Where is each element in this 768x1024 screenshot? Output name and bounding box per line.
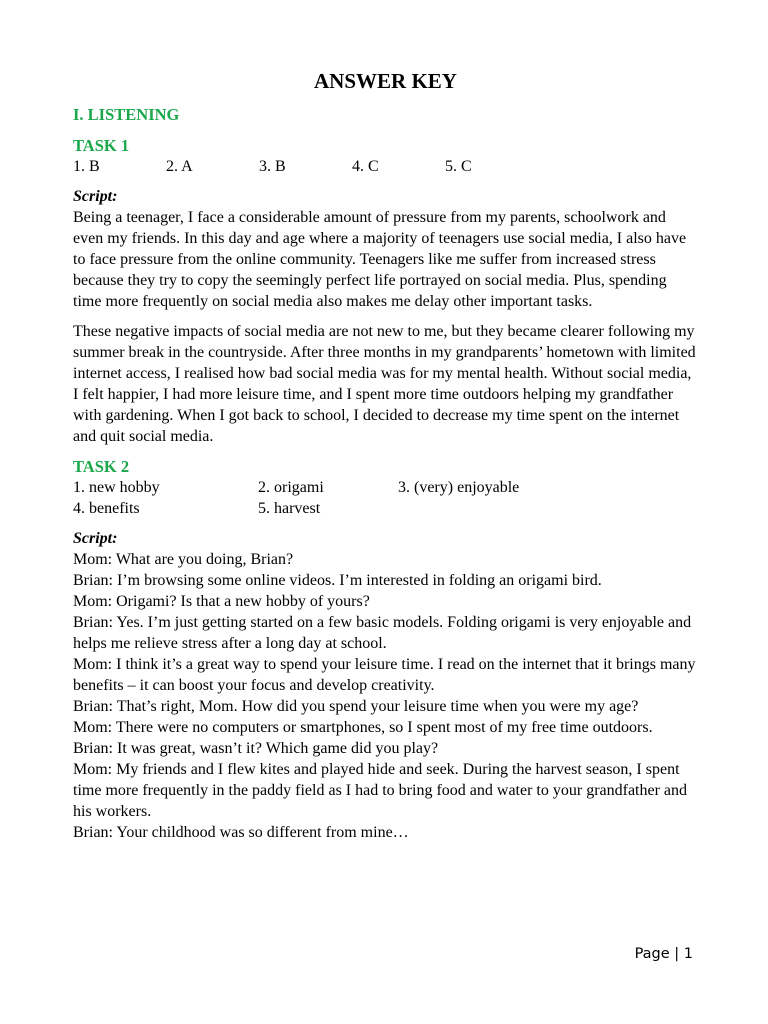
task2-script-label: Script:	[73, 530, 118, 547]
task1-script-paragraph-1: Being a teenager, I face a considerable amount of pressure from my parents, schoolwork and even my friends. In this day and age where a majority of teenagers use social media, I also have to face pressure from the online community. Teenagers like me suffer from increased stress because they try to copy the seemingly perfect life portrayed on social media. Plus, spending time more frequently on social media also makes me delay other important tasks.	[73, 209, 687, 310]
task2-answer-5: 5. harvest	[258, 500, 321, 517]
dialogue-line: Brian: Your childhood was so different from mine…	[73, 824, 409, 841]
dialogue-line: Mom: Origami? Is that a new hobby of yours?	[73, 593, 370, 610]
task1-script-label: Script:	[73, 188, 118, 205]
task1-script-paragraph-2: These negative impacts of social media are not new to me, but they became clearer following my summer break in the countryside. After three months in my grandparents’ hometown with limited internet access, I realised how bad social media was for my mental health. Without social media, I felt happier, I had more leisure time, and I spent more time outdoors helping my grandfather with gardening. When I got back to school, I decided to decrease my time spent on the internet and quit social media.	[73, 323, 696, 445]
task1-answer-4: 4. C	[352, 158, 379, 175]
task2-answer-4: 4. benefits	[73, 500, 140, 517]
task2-answers	[73, 477, 698, 519]
answer-key-page	[73, 68, 698, 843]
task2-answer-2: 2. origami	[258, 479, 324, 496]
section-heading-listening: I. LISTENING	[73, 105, 180, 124]
dialogue-line: Mom: I think it’s a great way to spend your leisure time. I read on the internet that it brings many benefits – it can boost your focus and develop creativity.	[73, 656, 696, 694]
task2-dialogue	[73, 549, 698, 843]
task1-answer-2: 2. A	[166, 158, 193, 175]
task1-answer-1: 1. B	[73, 158, 100, 175]
dialogue-line: Mom: What are you doing, Brian?	[73, 551, 294, 568]
dialogue-line: Mom: There were no computers or smartphones, so I spent most of my free time outdoors.	[73, 719, 653, 736]
page-number: Page | 1	[634, 946, 693, 962]
page-title: ANSWER KEY	[314, 69, 457, 93]
task2-answer-1: 1. new hobby	[73, 479, 160, 496]
dialogue-line: Brian: That’s right, Mom. How did you spend your leisure time when you were my age?	[73, 698, 639, 715]
task2-answer-3: 3. (very) enjoyable	[398, 479, 520, 496]
task1-heading: TASK 1	[73, 136, 130, 155]
dialogue-line: Brian: I’m browsing some online videos. I’m interested in folding an origami bird.	[73, 572, 602, 589]
dialogue-line: Brian: It was great, wasn’t it? Which game did you play?	[73, 740, 439, 757]
task1-answers	[73, 156, 698, 177]
dialogue-line: Mom: My friends and I flew kites and played hide and seek. During the harvest season, I spent time more frequently in the paddy field as I had to bring food and water to your grandfather and his workers.	[73, 761, 688, 820]
task1-answer-3: 3. B	[259, 158, 286, 175]
task2-heading: TASK 2	[73, 457, 130, 476]
dialogue-line: Brian: Yes. I’m just getting started on a few basic models. Folding origami is very enjoyable and helps me relieve stress after a long day at school.	[73, 614, 692, 652]
task1-answer-5: 5. C	[445, 158, 472, 175]
